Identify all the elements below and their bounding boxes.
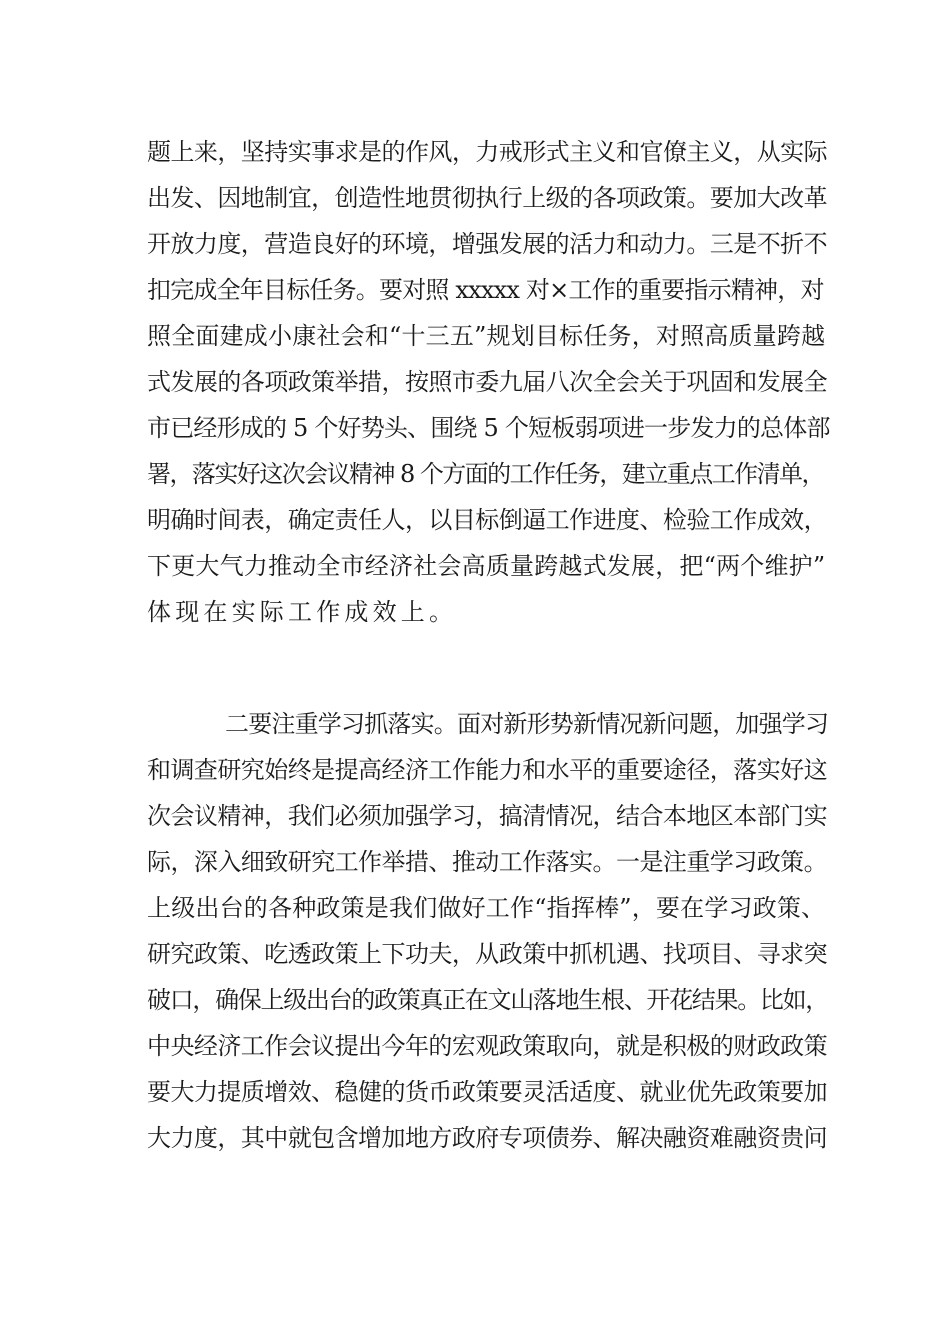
text-line: 署，落实好这次会议精神 8 个方面的工作任务，建立重点工作清单， [147,460,824,488]
text-line: 研究政策、吃透政策上下功夫，从政策中抓机遇、找项目、寻求突 [147,940,828,968]
text-line: 市已经形成的 5 个好势头、围绕 5 个短板弱项进一步发力的总体部 [147,414,830,442]
text-line: 次会议精神，我们必须加强学习，搞清情况，结合本地区本部门实 [147,802,828,830]
text-line: 下更大气力推动全市经济社会高质量跨越式发展，把“两个维护” [147,552,826,580]
text-line: 上级出台的各种政策是我们做好工作“指挥棒”，要在学习政策、 [147,894,826,922]
text-line: 大力度，其中就包含增加地方政府专项债券、解决融资难融资贵问 [147,1124,828,1152]
text-line: 和调查研究始终是提高经济工作能力和水平的重要途径，落实好这 [147,756,828,784]
text-line: 式发展的各项政策举措，按照市委九届八次全会关于巩固和发展全 [147,368,828,396]
text-line: 要大力提质增效、稳健的货币政策要灵活适度、就业优先政策要加 [147,1078,828,1106]
text-line: 题上来，坚持实事求是的作风，力戒形式主义和官僚主义，从实际 [147,138,828,166]
text-line: 出发、因地制宜，创造性地贯彻执行上级的各项政策。要加大改革 [147,184,828,212]
text-line: 破口，确保上级出台的政策真正在文山落地生根、开花结果。比如， [147,986,828,1014]
text-line: 照全面建成小康社会和“十三五”规划目标任务，对照高质量跨越 [147,322,826,350]
text-line: 扣完成全年目标任务。要对照 xxxxx 对×工作的重要指示精神，对 [147,276,824,304]
text-line: 开放力度，营造良好的环境，增强发展的活力和动力。三是不折不 [147,230,828,258]
text-line: 中央经济工作会议提出今年的宏观政策取向，就是积极的财政政策 [147,1032,828,1060]
text-line: 明确时间表，确定责任人，以目标倒逼工作进度、检验工作成效， [147,506,828,534]
text-line: 二要注重学习抓落实。面对新形势新情况新问题，加强学习 [225,710,829,738]
text-line: 际，深入细致研究工作举措、推动工作落实。一是注重学习政策。 [147,848,828,876]
text-line: 体现在实际工作成效上。 [147,598,458,626]
